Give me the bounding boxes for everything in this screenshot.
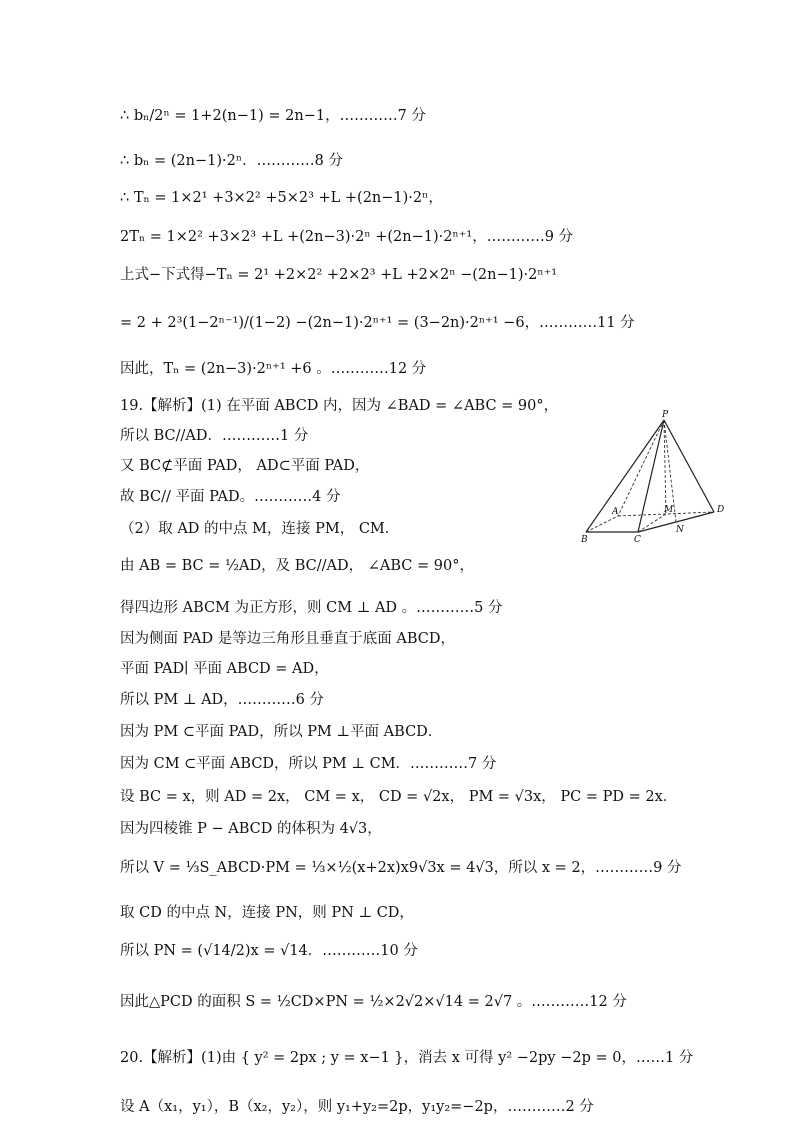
line-19: 因为 CM ⊂平面 ABCD，所以 PM ⊥ CM．…………7 分 xyxy=(120,756,497,772)
line-26: 20.【解析】(1)由 { y² = 2px ; y = x−1 }，消去 x 可得 y² −2py −2p = 0，……1 分 xyxy=(120,1050,694,1066)
line-22: 所以 V = ⅓S_ABCD·PM = ⅓×½(x+2x)x9√3x = 4√3，所以 x = 2，…………9 分 xyxy=(120,860,682,876)
line-20: 设 BC = x，则 AD = 2x， CM = x， CD = √2x， PM = √3x， PC = PD = 2x． xyxy=(120,789,678,805)
line-14: 得四边形 ABCM 为正方形，则 CM ⊥ AD 。…………5 分 xyxy=(120,600,503,616)
line-23: 取 CD 的中点 N，连接 PN，则 PN ⊥ CD， xyxy=(120,905,414,921)
line-7: 因此，Tₙ = (2n−3)·2ⁿ⁺¹ +6 。…………12 分 xyxy=(120,361,427,377)
edge-pc xyxy=(638,420,664,532)
edge-pd xyxy=(664,420,714,512)
line-6: = 2 + 2³(1−2ⁿ⁻¹)/(1−2) −(2n−1)·2ⁿ⁺¹ = (3−2n)·2ⁿ⁺¹ −6，…………11 分 xyxy=(120,315,635,331)
label-d: D xyxy=(717,505,725,515)
line-27: 设 A（x₁，y₁），B（x₂，y₂），则 y₁+y₂=2p，y₁y₂=−2p，…………2 分 xyxy=(120,1099,594,1115)
line-11: 故 BC// 平面 PAD。…………4 分 xyxy=(120,489,341,505)
line-10: 又 BC⊄平面 PAD， AD⊂平面 PAD， xyxy=(120,458,370,474)
line-8: 19.【解析】(1) 在平面 ABCD 内，因为 ∠BAD = ∠ABC = 90°， xyxy=(120,398,559,414)
label-n: N xyxy=(676,525,684,535)
line-3: ∴ Tₙ = 1×2¹ +3×2² +5×2³ +L +(2n−1)·2ⁿ， xyxy=(120,190,443,206)
label-a: A xyxy=(612,507,619,517)
line-25: 因此△PCD 的面积 S = ½CD×PN = ½×2√2×√14 = 2√7 。…………12 分 xyxy=(120,994,627,1010)
segment-cm xyxy=(638,514,666,532)
edge-ba xyxy=(586,516,618,532)
edge-pa xyxy=(618,420,664,516)
line-17: 所以 PM ⊥ AD，…………6 分 xyxy=(120,692,324,708)
label-c: C xyxy=(634,535,641,545)
segment-pm xyxy=(664,420,666,514)
line-4: 2Tₙ = 1×2² +3×2³ +L +(2n−3)·2ⁿ +(2n−1)·2ⁿ⁺¹，…………9 分 xyxy=(120,229,574,245)
line-12: （2）取 AD 的中点 M，连接 PM， CM． xyxy=(120,521,400,537)
line-24: 所以 PN = (√14/2)x = √14．…………10 分 xyxy=(120,943,418,959)
edge-pb xyxy=(586,420,664,532)
pyramid-figure xyxy=(578,408,738,548)
label-m: M xyxy=(664,505,674,515)
line-18: 因为 PM ⊂平面 PAD，所以 PM ⊥平面 ABCD． xyxy=(120,724,443,740)
line-5: 上式−下式得−Tₙ = 2¹ +2×2² +2×2³ +L +2×2ⁿ −(2n−1)·2ⁿ⁺¹ xyxy=(120,267,558,283)
line-21: 因为四棱锥 P − ABCD 的体积为 4√3， xyxy=(120,821,382,837)
line-9: 所以 BC//AD．…………1 分 xyxy=(120,428,309,444)
label-p: P xyxy=(662,410,669,420)
label-b: B xyxy=(581,535,588,545)
line-13: 由 AB = BC = ½AD，及 BC//AD， ∠ABC = 90°， xyxy=(120,558,474,574)
line-15: 因为侧面 PAD 是等边三角形且垂直于底面 ABCD， xyxy=(120,631,455,647)
line-16: 平面 PAD∣ 平面 ABCD = AD， xyxy=(120,661,329,677)
line-2: ∴ bₙ = (2n−1)·2ⁿ．…………8 分 xyxy=(120,153,343,169)
line-1: ∴ bₙ/2ⁿ = 1+2(n−1) = 2n−1，…………7 分 xyxy=(120,108,426,124)
